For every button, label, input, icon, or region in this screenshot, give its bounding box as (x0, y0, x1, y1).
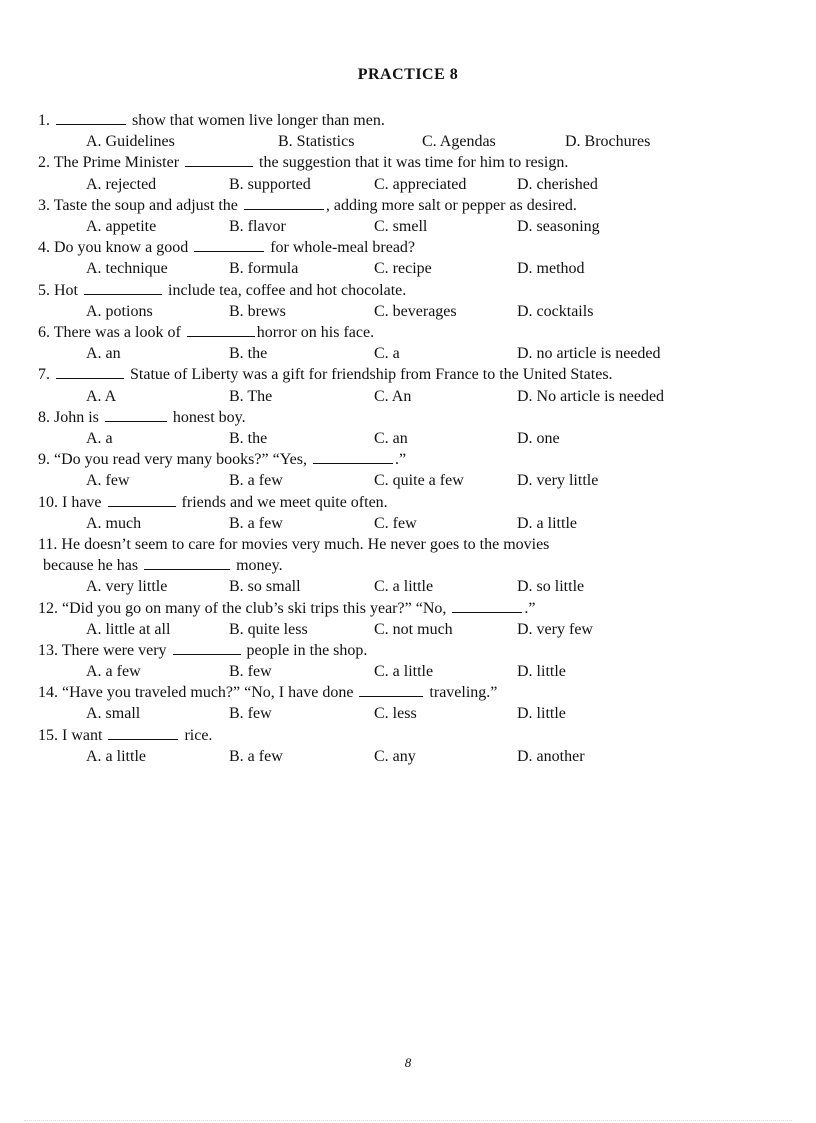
answer-option-a: A. a few (86, 663, 141, 681)
answer-blank (194, 237, 264, 252)
answer-blank (185, 152, 253, 167)
options-row (38, 174, 738, 195)
answer-option-d: D. cherished (517, 175, 598, 193)
options-row (38, 343, 738, 364)
question-stem (38, 364, 738, 385)
answer-option-c: C. beverages (374, 302, 457, 320)
answer-option-d: D. method (517, 260, 585, 278)
answer-blank (105, 407, 167, 422)
answer-option-b: B. a few (229, 514, 283, 532)
question-item (38, 449, 738, 491)
question-stem (38, 534, 738, 555)
answer-option-a: A. few (86, 472, 130, 490)
options-row (38, 619, 738, 640)
options-row (38, 576, 738, 597)
answer-option-c: C. not much (374, 620, 453, 638)
options-row (38, 301, 738, 322)
stem-text: show that women live longer than men. (128, 112, 385, 129)
answer-option-a: A. small (86, 705, 141, 723)
question-item (38, 534, 738, 598)
question-item (38, 725, 738, 767)
stem-text: friends and we meet quite often. (177, 493, 388, 511)
stem-text: .” (394, 451, 407, 469)
stem-text: rice. (180, 726, 213, 744)
answer-option-a: A. a little (86, 747, 146, 765)
answer-option-d: D. little (517, 663, 566, 681)
stem-text: 13. There were very (38, 641, 171, 659)
stem-text: 5. Hot (38, 281, 82, 299)
question-stem (38, 492, 738, 513)
answer-option-c: C. Agendas (422, 133, 496, 151)
answer-option-c: C. an (374, 429, 408, 447)
answer-option-b: B. the (229, 429, 268, 447)
answer-option-c: C. a little (374, 663, 434, 681)
page-number: 8 (404, 1055, 412, 1070)
answer-blank (56, 110, 126, 125)
stem-text: 15. I want (38, 726, 107, 744)
stem-text: Statue of Liberty was a gift for friendship from France to the United States. (126, 366, 613, 384)
stem-text: 9. “Do you read very many books?” “Yes, (38, 451, 311, 469)
options-row (38, 746, 738, 767)
answer-option-c: C. An (374, 387, 412, 405)
answer-option-c: C. any (374, 747, 416, 765)
options-row (38, 703, 738, 724)
answer-option-b: B. Statistics (278, 133, 355, 151)
answer-option-a: A. rejected (86, 175, 157, 193)
stem-text: 3. Taste the soup and adjust the (38, 196, 242, 214)
answer-option-a: A. technique (86, 260, 168, 278)
answer-blank (173, 640, 241, 655)
options-row (38, 470, 738, 491)
answer-option-b: B. a few (229, 747, 283, 765)
answer-option-c: C. a little (374, 578, 434, 596)
options-row (38, 661, 738, 682)
answer-blank (187, 322, 255, 337)
answer-option-c: C. appreciated (374, 175, 467, 193)
stem-text: 12. “Did you go on many of the club’s ski trips this year?” “No, (38, 599, 451, 617)
answer-option-b: B. brews (229, 302, 286, 320)
question-stem (38, 598, 738, 619)
footer-divider (24, 1120, 792, 1121)
question-stem (38, 322, 738, 343)
stem-text: 2. The Prime Minister (38, 154, 184, 172)
answer-option-d: D. so little (517, 578, 585, 596)
answer-option-b: B. quite less (229, 620, 308, 638)
question-item (38, 322, 738, 364)
answer-option-a: A. much (86, 514, 142, 532)
page-title: PRACTICE 8 (357, 66, 459, 83)
options-row (38, 258, 738, 279)
answer-blank (359, 682, 423, 697)
stem-text: 4. Do you know a good (38, 239, 193, 257)
question-item (38, 110, 738, 152)
options-row (38, 386, 738, 407)
answer-blank (244, 195, 324, 210)
answer-option-b: B. a few (229, 472, 283, 490)
options-row (38, 131, 738, 152)
stem-text: , adding more salt or pepper as desired. (325, 196, 577, 214)
question-item (38, 237, 738, 279)
answer-option-b: B. few (229, 705, 272, 723)
answer-option-c: C. less (374, 705, 417, 723)
answer-option-b: B. The (229, 387, 273, 405)
question-stem (38, 725, 738, 746)
answer-option-d: D. one (517, 429, 560, 447)
stem-text: because he has (43, 557, 143, 575)
stem-text: traveling.” (425, 684, 498, 702)
stem-text: money. (232, 557, 283, 575)
question-stem (38, 407, 738, 428)
options-row (38, 428, 738, 449)
question-stem (38, 682, 738, 703)
answer-blank (56, 364, 124, 379)
answer-option-b: B. few (229, 663, 272, 681)
question-item (38, 364, 738, 406)
answer-option-b: B. supported (229, 175, 311, 193)
answer-option-c: C. few (374, 514, 417, 532)
stem-text: include tea, coffee and hot chocolate. (164, 281, 407, 299)
question-item (38, 407, 738, 449)
question-list (38, 110, 738, 767)
answer-option-d: D. Brochures (565, 133, 651, 151)
question-stem (38, 640, 738, 661)
question-item (38, 152, 738, 194)
answer-option-d: D. cocktails (517, 302, 594, 320)
stem-text: 11. He doesn’t seem to care for movies very much. He never goes to the movies (38, 535, 550, 553)
question-item (38, 598, 738, 640)
question-stem (38, 449, 738, 470)
answer-option-c: C. a (374, 345, 400, 363)
answer-option-d: D. little (517, 705, 566, 723)
question-stem (38, 152, 738, 173)
stem-text: horror on his face. (256, 323, 375, 341)
answer-option-d: D. another (517, 747, 585, 765)
answer-blank (108, 725, 178, 740)
question-item (38, 195, 738, 237)
stem-text: 6. There was a look of (38, 323, 185, 341)
answer-blank (144, 555, 230, 570)
stem-text: 14. “Have you traveled much?” “No, I have done (38, 684, 358, 702)
answer-option-a: A. a (86, 429, 113, 447)
answer-option-a: A. potions (86, 302, 153, 320)
answer-option-a: A. appetite (86, 217, 157, 235)
stem-text: the suggestion that it was time for him to resign. (255, 154, 569, 172)
question-item (38, 492, 738, 534)
answer-option-d: D. a little (517, 514, 577, 532)
answer-option-a: A. Guidelines (86, 133, 175, 151)
question-stem (38, 110, 738, 131)
options-row (38, 513, 738, 534)
answer-blank (313, 449, 393, 464)
question-stem-continuation (38, 555, 738, 576)
answer-option-b: B. so small (229, 578, 301, 596)
stem-text: honest boy. (168, 408, 246, 426)
answer-option-d: D. No article is needed (517, 387, 665, 405)
answer-option-a: A. very little (86, 578, 168, 596)
stem-text: 8. John is (38, 408, 103, 426)
question-stem (38, 237, 738, 258)
answer-option-a: A. little at all (86, 620, 171, 638)
answer-option-c: C. smell (374, 217, 428, 235)
answer-option-b: B. the (229, 345, 268, 363)
answer-option-a: A. an (86, 345, 121, 363)
answer-option-d: D. very few (517, 620, 593, 638)
stem-text: 10. I have (38, 493, 106, 511)
stem-text: 7. (38, 366, 54, 384)
answer-option-d: D. seasoning (517, 217, 600, 235)
answer-option-c: C. quite a few (374, 472, 464, 490)
answer-option-c: C. recipe (374, 260, 432, 278)
stem-text: for whole-meal bread? (266, 239, 416, 257)
question-stem (38, 195, 738, 216)
question-item (38, 280, 738, 322)
answer-option-d: D. no article is needed (517, 345, 661, 363)
options-row (38, 216, 738, 237)
answer-option-a: A. A (86, 387, 117, 405)
question-item (38, 682, 738, 724)
question-stem (38, 280, 738, 301)
answer-option-b: B. flavor (229, 217, 286, 235)
stem-text: 1. (38, 112, 54, 129)
stem-text: .” (524, 599, 536, 617)
answer-option-d: D. very little (517, 472, 599, 490)
answer-option-b: B. formula (229, 260, 299, 278)
stem-text: people in the shop. (242, 641, 368, 659)
answer-blank (108, 492, 176, 507)
answer-blank (84, 280, 162, 295)
answer-blank (452, 598, 522, 613)
question-item (38, 640, 738, 682)
